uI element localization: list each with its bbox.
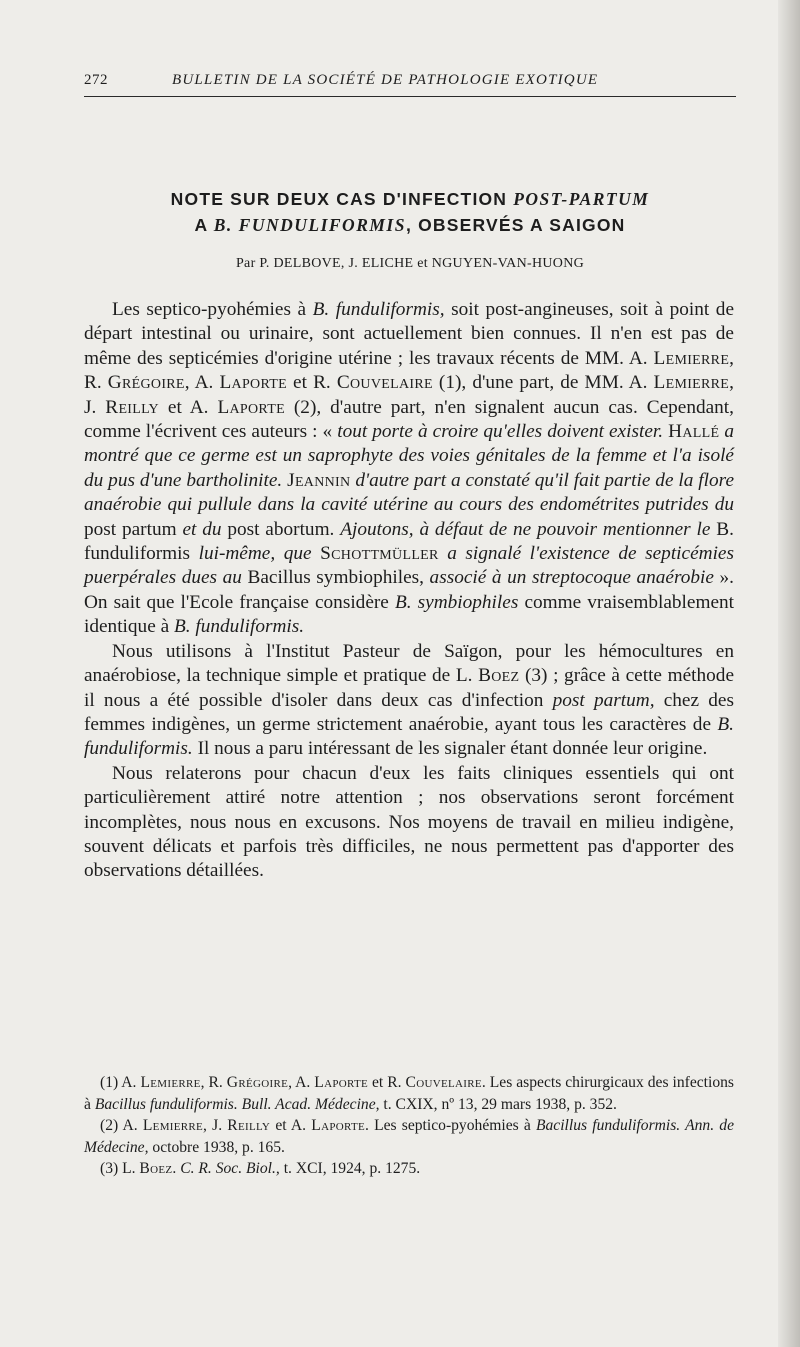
- title-line-2: [84, 212, 736, 238]
- text-run: Bacillus funduliformis. Bull. Acad. Médecine,: [94, 1095, 380, 1113]
- text-run: et A.: [158, 396, 218, 418]
- text-run: (2), d'autre part, n'en signalent aucun cas. Cependant, comme l'écrivent ces auteurs : «: [84, 396, 734, 443]
- title-line-1: [84, 186, 736, 212]
- text-run: post partum,: [552, 689, 655, 711]
- text-run: lui-même, que: [198, 543, 312, 565]
- text-run: , A.: [288, 1074, 315, 1091]
- text-run: et A.: [270, 1117, 312, 1134]
- text-run: [439, 543, 448, 564]
- footnote-3: [84, 1158, 734, 1180]
- paragraph-2: [84, 640, 734, 762]
- text-run: octobre 1938, p. 165.: [148, 1138, 285, 1156]
- text-run: Laporte: [311, 1117, 365, 1134]
- text-run: a signalé l'existence de septicémies puerpérales dues au: [84, 543, 734, 589]
- text-run: .: [172, 1160, 181, 1177]
- paragraph-1: [84, 298, 734, 640]
- header-rule: [84, 96, 736, 97]
- text-run: tout porte à croire qu'elles doivent exister.: [337, 421, 664, 443]
- text-run: Grégoire: [107, 372, 185, 394]
- page-gutter-shadow: [778, 0, 800, 1347]
- text-run: B. funduliformis.: [173, 616, 305, 638]
- text-run: Nous utilisons à l'Institut Pasteur de Saïgon, pour les hémocultures en anaérobiose, la technique simple et pratique de L.: [84, 640, 734, 687]
- text-run: a montré que ce germe est un saprophyte des voies génitales de la femme et l'a isolé du pus d'une bartholinite.: [84, 421, 734, 491]
- text-run: Jeannin: [287, 469, 351, 491]
- text-run: Reilly: [105, 396, 159, 418]
- text-run: . Les aspects chirurgicaux des infections à: [84, 1074, 735, 1113]
- text-run: (1), d'une part, de MM. A.: [432, 372, 654, 394]
- text-run: Couvelaire: [405, 1074, 482, 1091]
- text-run: , J.: [84, 372, 734, 418]
- text-run: C. R. Soc. Biol.,: [180, 1160, 280, 1177]
- text-run: et R.: [368, 1074, 406, 1091]
- text-run: t. XCI, 1924, p. 1275.: [279, 1160, 421, 1177]
- text-run: Lemierre: [140, 1074, 201, 1091]
- text-run: Boez: [139, 1160, 173, 1177]
- text-run: [312, 543, 321, 564]
- text-run: (3) ; grâce à cette méthode il nous a été possible d'isoler dans deux cas d'infection: [84, 665, 734, 711]
- text-run: B. funduliformis: [84, 518, 734, 565]
- text-run: et R.: [286, 372, 337, 394]
- article-body: [84, 298, 734, 884]
- text-run: , J.: [203, 1117, 228, 1134]
- text-run: Il nous a paru intéressant de les signaler étant donnée leur origine.: [192, 738, 708, 760]
- text-run: et du: [182, 518, 222, 540]
- text-run: comme vraisemblablement identique à: [84, 591, 734, 638]
- paragraph-3: Nous relaterons pour chacun d'eux les faits cliniques essentiels qui ont particulièrement attiré notre attention ; nos observations seront forcément incomplètes, nous nous en excusons. Nos moyens de travail en milieu indigène, souvent délicats et parfois très difficiles, ne nous permettent pas d'apporter des observations détaillées.: [84, 762, 734, 882]
- title-italic: B. FUNDULIFORMIS: [213, 215, 406, 235]
- text-run: Boez: [478, 665, 520, 687]
- text-run: (3) L.: [100, 1160, 140, 1177]
- text-run: Couvelaire: [336, 372, 433, 394]
- text-run: chez des femmes indigènes, un germe strictement anaérobie, ayant tous les caractères de: [84, 689, 734, 735]
- text-run: Laporte: [314, 1074, 369, 1091]
- text-run: Lemierre: [142, 1117, 204, 1134]
- text-run: Lemierre: [653, 347, 730, 369]
- text-run: ». On sait que l'Ecole française considère: [84, 567, 735, 613]
- footnote-2: [84, 1115, 734, 1158]
- text-run: post partum: [84, 518, 183, 540]
- author-byline: Par P. DELBOVE, J. ELICHE et NGUYEN-VAN-HUONG: [235, 256, 585, 271]
- text-run: t. CXIX, nº 13, 29 mars 1938, p. 352.: [379, 1095, 617, 1113]
- page-number: 272: [84, 72, 108, 88]
- title-text: NOTE SUR DEUX CAS D'INFECTION: [170, 189, 514, 209]
- text-run: associé à un streptocoque anaérobie: [429, 567, 714, 589]
- text-run: B. symbiophiles: [394, 591, 519, 613]
- text-run: . Les septico-pyohémies à: [365, 1117, 536, 1134]
- text-run: Reilly: [227, 1117, 271, 1134]
- text-run: Les septico-pyohémies à: [112, 299, 313, 320]
- title-text: , OBSERVÉS A SAIGON: [405, 215, 626, 235]
- text-run: , R.: [84, 347, 734, 394]
- text-run: (1) A.: [100, 1074, 141, 1091]
- text-run: Hallé: [668, 421, 720, 443]
- text-run: Grégoire: [226, 1074, 289, 1091]
- text-run: , A.: [184, 372, 220, 394]
- text-run: Bacillus symbiophiles,: [241, 567, 430, 589]
- text-run: Schottmüller: [320, 543, 439, 565]
- text-run: Bacillus funduliformis. Ann. de Médecine,: [84, 1117, 735, 1156]
- text-run: Laporte: [217, 396, 285, 418]
- article-title: [84, 186, 736, 238]
- footnotes: [84, 1072, 734, 1180]
- footnote-1: [84, 1072, 734, 1115]
- text-run: Ajoutons, à défaut de ne pouvoir mentionner le: [340, 518, 711, 540]
- text-run: B. funduliformis.: [84, 713, 734, 760]
- text-run: Lemierre: [653, 372, 730, 394]
- text-run: Laporte: [219, 372, 287, 394]
- text-run: soit post-angineuses, soit à point de départ intestinal ou urinaire, sont actuellement bien connues. Il n'en est pas de même des septicémies d'origine utérine ; les travaux récents de MM. A.: [84, 299, 735, 369]
- text-run: d'autre part a constaté qu'il fait partie de la flore anaérobie qui pullule dans la cavité utérine au cours des endométrites putrides du: [84, 469, 735, 516]
- title-text: A: [194, 215, 214, 235]
- journal-title: BULLETIN DE LA SOCIÉTÉ DE PATHOLOGIE EXOTIQUE: [172, 72, 599, 88]
- text-run: (2) A.: [100, 1117, 143, 1134]
- running-head: [84, 66, 736, 90]
- text-run: post abortum.: [221, 518, 341, 540]
- title-italic: POST-PARTUM: [513, 189, 650, 209]
- text-run: , R.: [200, 1074, 227, 1091]
- text-run: B. funduliformis,: [312, 299, 445, 320]
